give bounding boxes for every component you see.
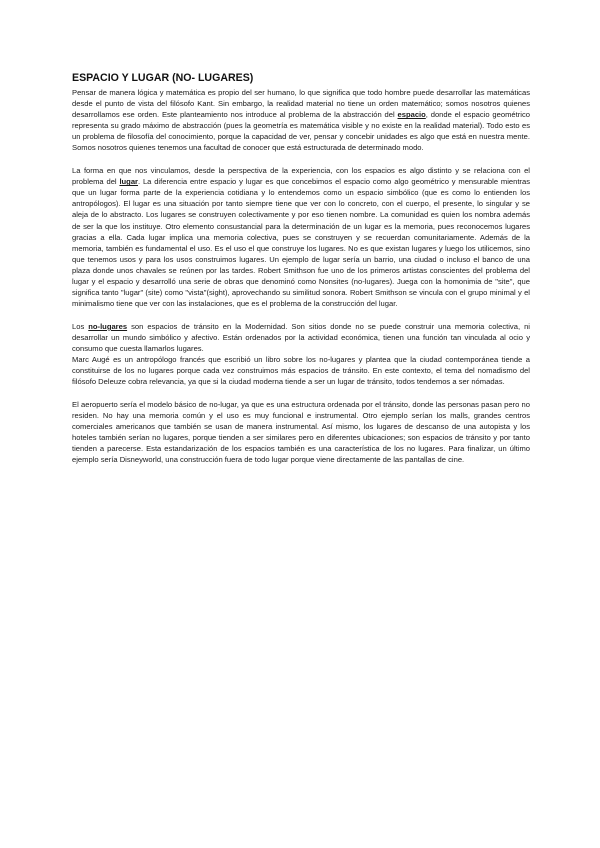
document-title: ESPACIO Y LUGAR (NO- LUGARES) bbox=[72, 72, 254, 84]
paragraph-spacer bbox=[72, 387, 530, 399]
paragraph-spacer bbox=[72, 153, 530, 165]
paragraph-text: son espacios de tránsito en la Modernidad. Son sitios donde no se puede construir una memoria colectiva, ni desarrollar un mundo simbólico y afectivo. Están ordenados por la actividad económica, tienen una función tan vinculada al ocio y consumo que cuesta llamarlos lugares. bbox=[72, 321, 530, 353]
paragraph-espacio bbox=[72, 87, 530, 153]
paragraph-aeropuerto: El aeropuerto sería el modelo básico de no-lugar, ya que es una estructura ordenada por el tránsito, donde las personas pasan pero no residen. No hay una memoria común y el uso es muy funcional e instrumental. Otro ejemplo serían los malls, grandes centros comerciales americanos que también se usan de manera instrumental. Así mismo, los lugares de descanso de una autopista y los hoteles también serían no lugares, porque tienden a ser similares pero en diferentes ubicaciones; son espacios de tránsito y por tanto tienden a parecerse. Esta estandarización de los espacios también es una característica de los no lugares. Para finalizar, un último ejemplo sería Disneyworld, una construcción fuera de todo lugar porque viene directamente de las pantallas de cine. bbox=[72, 400, 530, 465]
document-body bbox=[72, 71, 530, 465]
keyword-no-lugares: no-lugares bbox=[88, 321, 128, 331]
paragraph-marc-auge: Marc Augé es un antropólogo francés que escribió un libro sobre los no-lugares y plantea que la ciudad contemporánea tiende a constituirse de los no lugares porque cada vez construimos más espacios de tránsito. En este contexto, el tema del nomadismo del filósofo Deleuze cobra relevancia, ya que si la ciudad moderna tiende a ser un lugar de tránsito, todos tendemos a ser nómadas. bbox=[72, 355, 530, 387]
paragraph-text: La forma en que nos vinculamos, desde la perspectiva de la experiencia, con los espacios es algo distinto y se relaciona con el problema del bbox=[72, 166, 530, 187]
keyword-espacio: espacio bbox=[397, 110, 426, 120]
paragraph-spacer bbox=[72, 309, 530, 321]
keyword-lugar: lugar bbox=[119, 177, 139, 187]
paragraph-text: Los bbox=[72, 321, 89, 331]
paragraph-text: Pensar de manera lógica y matemática es propio del ser humano, lo que significa que todo hombre puede desarrollar las matemáticas desde el punto de vista del filósofo Kant. Sin embargo, la realidad material no tiene un orden matemático; somos nosotros quienes desarrollamos ese orden. Este planteamiento nos introduce al problema de la abstracción del bbox=[72, 88, 530, 120]
paragraph-lugar bbox=[72, 165, 530, 309]
paragraph-no-lugares bbox=[72, 321, 530, 354]
paragraph-text: . La diferencia entre espacio y lugar es que concebimos el espacio como algo geométrico y mensurable mientras que un lugar forma parte de la experiencia cotidiana y lo entendemos como un espacio simbólico (que es como lo entienden los antropólogos). El lugar es una situación por tanto siempre tiene que ver con lo concreto, con el cuerpo, el presente, lo singular y se aleja de lo abstracto. Los lugares se construyen colectivamente y por eso tienen nombre. La comunidad es quien los nombra además de ser la que los instituye. Otro elemento consustancial para la determinación de un lugar es la memoria, pues reconocemos lugares gracias a ella. Cada lugar implica una memoria colectiva, pues se construyen y se recuerdan comunitariamente. Además de la memoria, también es fundamental el uso. Es el uso el que construye los lugares. No es que existan lugares y luego los utilicemos, sino que tenemos usos y para los usos construimos lugares. Un ejemplo de lugar sería un barrio, una ciudad o incluso el banco de una plaza donde unos chavales se reúnen por las tardes. Robert Smithson fue uno de los primeros artistas conscientes del problema del lugar y el espacio y desarrolló una serie de obras que denominó como Nonsites (no-lugares). Juega con la homonimia de "site", que significa tanto "lugar" (site) como "vista"(sight), aprovechando su similitud sonora. Robert Smithson se vincula con el grupo minimal y el minimalismo tiene que ver con las instalaciones, que es el problema de la construcción del lugar. bbox=[72, 177, 530, 308]
paragraph-text: , donde el espacio geométrico representa su grado máximo de abstracción (pues la geometría es matemática visible y no existe en la realidad material). Todo esto es un problema de filosofía del conocimiento, porque la capacidad de ver, pensar y concebir unidades es algo que está en nuestra mente. Somos nosotros quienes tenemos una facultad de conocer que está estructurada de determinado modo. bbox=[72, 110, 530, 153]
